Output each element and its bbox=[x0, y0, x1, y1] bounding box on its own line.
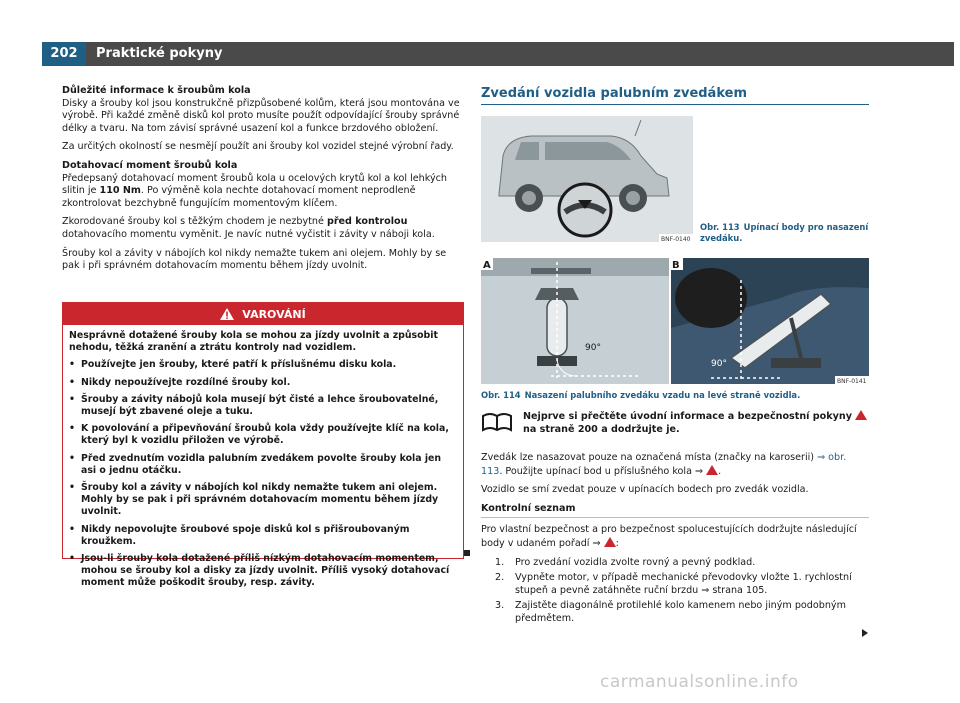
jack-side-view-illustration bbox=[671, 258, 869, 384]
right-column-text bbox=[481, 452, 869, 629]
warning-bullet: • Šrouby kol a závity v nábojích kol nikdy nemažte tukem ani olejem. Mohly by se pak i při správném dotahovacím momentu během jízdy uvolnit. bbox=[69, 482, 457, 519]
section-end-marker bbox=[464, 550, 470, 556]
warning-body bbox=[63, 325, 463, 600]
checklist-step: 2. Vypněte motor, v případě mechanické převodovky vložte 1. rychlostní stupeň a pevně zatáhněte ruční brzdu ⇒ strana 105. bbox=[495, 572, 852, 596]
warning-bullet: • Nikdy nepovolujte šroubové spoje disků kol s přišroubovaným kroužkem. bbox=[69, 524, 457, 548]
checklist-steps bbox=[481, 557, 869, 626]
checklist-heading: Kontrolní seznam bbox=[481, 503, 869, 519]
warning-bullet: • Používejte jen šrouby, které patří k příslušnému disku kola. bbox=[69, 359, 457, 371]
warning-box bbox=[62, 302, 464, 589]
torque-value: 110 Nm bbox=[99, 185, 141, 197]
angle-label-a: 90° bbox=[585, 343, 601, 353]
figure-113-caption: Obr. 113 Upínací body pro nasazení zvedáku. bbox=[700, 222, 869, 243]
figure-114-a bbox=[481, 258, 669, 384]
checklist-intro: Pro vlastní bezpečnost a pro bezpečnost spolucestujících dodržujte následující body v udaném pořadí ⇒ : bbox=[481, 524, 857, 549]
checklist-step: 1. Pro zvedání vozidla zvolte rovný a pevný podklad. bbox=[495, 556, 756, 568]
info-note-text: Nejprve si přečtěte úvodní informace a bezpečnostní pokyny na straně 200 a dodržujte je. bbox=[523, 410, 869, 436]
warning-bullet: • Nikdy nepoužívejte rozdílné šrouby kol. bbox=[69, 377, 457, 389]
torque-paragraph: Předepsaný dotahovací moment šroubů kola u ocelových krytů kol a kol lehkých slitin je 110 Nm. Po výměně kola nechte dotahovací moment neprodleně zkontrolovat bezchybně fungujícím momentovým klíčem. bbox=[62, 172, 448, 209]
continue-arrow-icon bbox=[862, 629, 868, 637]
wheel-bolts-heading: Důležité informace k šroubům kola bbox=[62, 85, 251, 96]
warning-triangle-icon bbox=[855, 410, 867, 420]
figure-114-code: BNF-0141 bbox=[837, 378, 867, 384]
checklist-step: 3. Zajistěte diagonálně protilehlé kolo kamenem nebo jiným podobným předmětem. bbox=[495, 600, 846, 624]
figure-113-code: BNF-0140 bbox=[661, 236, 691, 242]
warning-triangle-icon bbox=[220, 308, 234, 320]
figure-113 bbox=[481, 116, 693, 242]
left-column bbox=[62, 85, 462, 279]
figure-114-label-b: B bbox=[672, 260, 680, 271]
grease-paragraph: Šrouby kol a závity v nábojích kol nikdy nemažte tukem ani olejem. Mohly by se pak i při správném dotahovacím momentu během jízdy uvolnit. bbox=[62, 247, 447, 272]
warning-bullet: • Jsou-li šrouby kola dotažené příliš nízkým dotahovacím momentem, mohou se šrouby kol a disky za jízdy uvolnit. Příliš vysoký dotahovací moment může poškodit šrouby, resp. závity. bbox=[69, 553, 457, 590]
figure-113-link[interactable]: ⇒ obr. 113 bbox=[481, 452, 847, 477]
book-info-icon bbox=[481, 410, 513, 432]
warning-triangle-icon bbox=[706, 465, 718, 475]
warning-header bbox=[63, 303, 463, 325]
warning-triangle-icon bbox=[604, 537, 616, 547]
warning-bullet: • Před zvednutím vozidla palubním zvedákem povolte šrouby kola jen asi o jednu otáčku. bbox=[69, 453, 457, 477]
chapter-title: Praktické pokyny bbox=[96, 46, 223, 61]
jack-front-view-illustration bbox=[481, 258, 669, 384]
figure-114-caption: Obr. 114 Nasazení palubního zvedáku vzadu na levé straně vozidla. bbox=[481, 390, 801, 400]
warning-bullet: • Šrouby a závity nábojů kola musejí být čisté a lehce šroubovatelné, musejí být zbavené oleje a tuku. bbox=[69, 394, 457, 418]
car-jack-points-illustration bbox=[481, 116, 693, 242]
angle-label-b: 90° bbox=[711, 359, 727, 369]
watermark: carmanualsonline.info bbox=[600, 672, 799, 692]
page-number: 202 bbox=[42, 42, 86, 66]
warning-intro: Nesprávně dotažené šrouby kola se mohou za jízdy uvolnit a způsobit nehodu, těžká zranění a ztrátu kontroly nad vozidlem. bbox=[69, 330, 438, 354]
corroded-paragraph: Zkorodované šrouby kol s těžkým chodem je nezbytné před kontrolou dotahovacího momentu vyměnit. Je navíc nutné vyčistit i závity v náboji kola. bbox=[62, 216, 435, 240]
jack-placement-paragraph: Zvedák lze nasazovat pouze na označená místa (značky na karoserii) ⇒ obr. 113. Použijte upínací bod u příslušného kola ⇒ . bbox=[481, 452, 847, 477]
figure-114-b bbox=[671, 258, 869, 384]
warning-title: VAROVÁNÍ bbox=[242, 307, 306, 321]
page-header bbox=[0, 0, 960, 66]
section-title: Zvedání vozidla palubním zvedákem bbox=[481, 86, 869, 105]
figure-114-label-a: A bbox=[483, 260, 491, 271]
wheel-bolts-paragraph: Disky a šrouby kol jsou konstrukčně přizpůsobené kolům, která jsou montována ve výrobě. Při každé změně disků kol proto musíte použít odpovídající šrouby správné délky a tvaru. Na tom závisí správné usazení kol a funkce brzdového obložení. bbox=[62, 97, 460, 134]
torque-heading: Dotahovací moment šroubů kola bbox=[62, 159, 238, 171]
same-series-paragraph: Za určitých okolností se nesmějí použít ani šrouby kol vozidel stejné výrobní řady. bbox=[62, 141, 454, 153]
lift-points-paragraph: Vozidlo se smí zvedat pouze v upínacích bodech pro zvedák vozidla. bbox=[481, 484, 809, 496]
warning-bullet: • K povolování a připevňování šroubů kola vždy používejte klíč na kola, který byl k vozidlu přiložen ve výrobě. bbox=[69, 423, 457, 447]
